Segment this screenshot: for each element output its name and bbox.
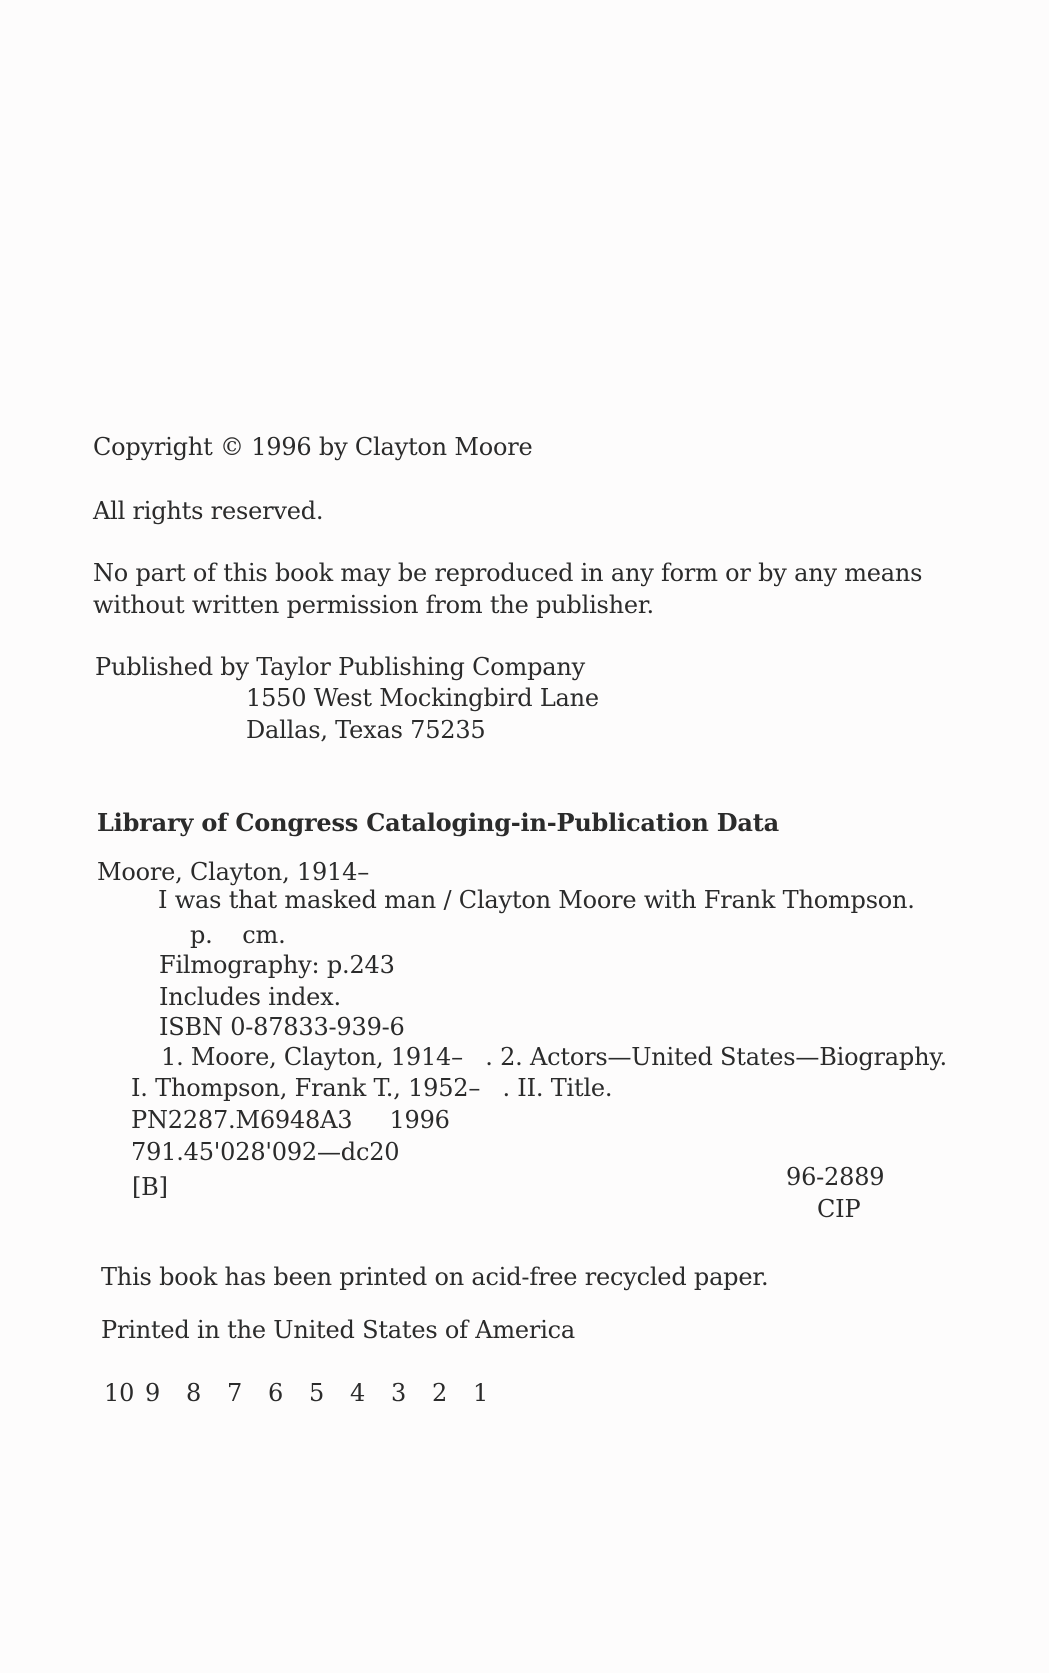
- cip-heading: Library of Congress Cataloging-in-Publication Data: [97, 808, 779, 837]
- print-number: 7: [227, 1379, 243, 1407]
- cip-bracket: [B]: [132, 1173, 168, 1201]
- print-number: 1: [473, 1379, 489, 1407]
- cip-isbn: ISBN 0-87833-939-6: [159, 1013, 405, 1041]
- cip-lccn: 96-2889: [786, 1163, 885, 1191]
- cip-title: I was that masked man / Clayton Moore with Frank Thompson.: [158, 886, 915, 914]
- reproduction-line-2: without written permission from the publisher.: [93, 591, 654, 619]
- cip-dewey: 791.45'028'092—dc20: [131, 1138, 400, 1166]
- publisher-address-2: Dallas, Texas 75235: [246, 716, 486, 744]
- cip-pages: p. cm.: [190, 921, 286, 949]
- cip-subjects-2: I. Thompson, Frank T., 1952– . II. Title.: [131, 1074, 613, 1102]
- print-number: 6: [268, 1379, 284, 1407]
- print-number: 9: [145, 1379, 161, 1407]
- cip-index: Includes index.: [159, 983, 341, 1011]
- publisher-line-1: Published by Taylor Publishing Company: [95, 653, 585, 681]
- print-number: 2: [432, 1379, 448, 1407]
- print-number: 8: [186, 1379, 202, 1407]
- print-number: 3: [391, 1379, 407, 1407]
- print-line: [104, 1378, 514, 1408]
- rights-line: All rights reserved.: [93, 497, 324, 525]
- print-number: 4: [350, 1379, 366, 1407]
- printed-in: Printed in the United States of America: [101, 1316, 576, 1344]
- print-number: 10: [104, 1379, 135, 1407]
- reproduction-line-1: No part of this book may be reproduced in any form or by any means: [93, 559, 923, 587]
- copyright-line: Copyright © 1996 by Clayton Moore: [93, 433, 533, 461]
- cip-subjects-1: 1. Moore, Clayton, 1914– . 2. Actors—United States—Biography.: [161, 1043, 947, 1071]
- cip-author: Moore, Clayton, 1914–: [97, 858, 369, 886]
- publisher-address-1: 1550 West Mockingbird Lane: [246, 684, 599, 712]
- cip-label: CIP: [817, 1195, 861, 1223]
- print-number: 5: [309, 1379, 325, 1407]
- cip-lc-class: PN2287.M6948A3 1996: [131, 1106, 450, 1134]
- cip-filmography: Filmography: p.243: [159, 951, 395, 979]
- paper-note: This book has been printed on acid-free recycled paper.: [101, 1263, 769, 1291]
